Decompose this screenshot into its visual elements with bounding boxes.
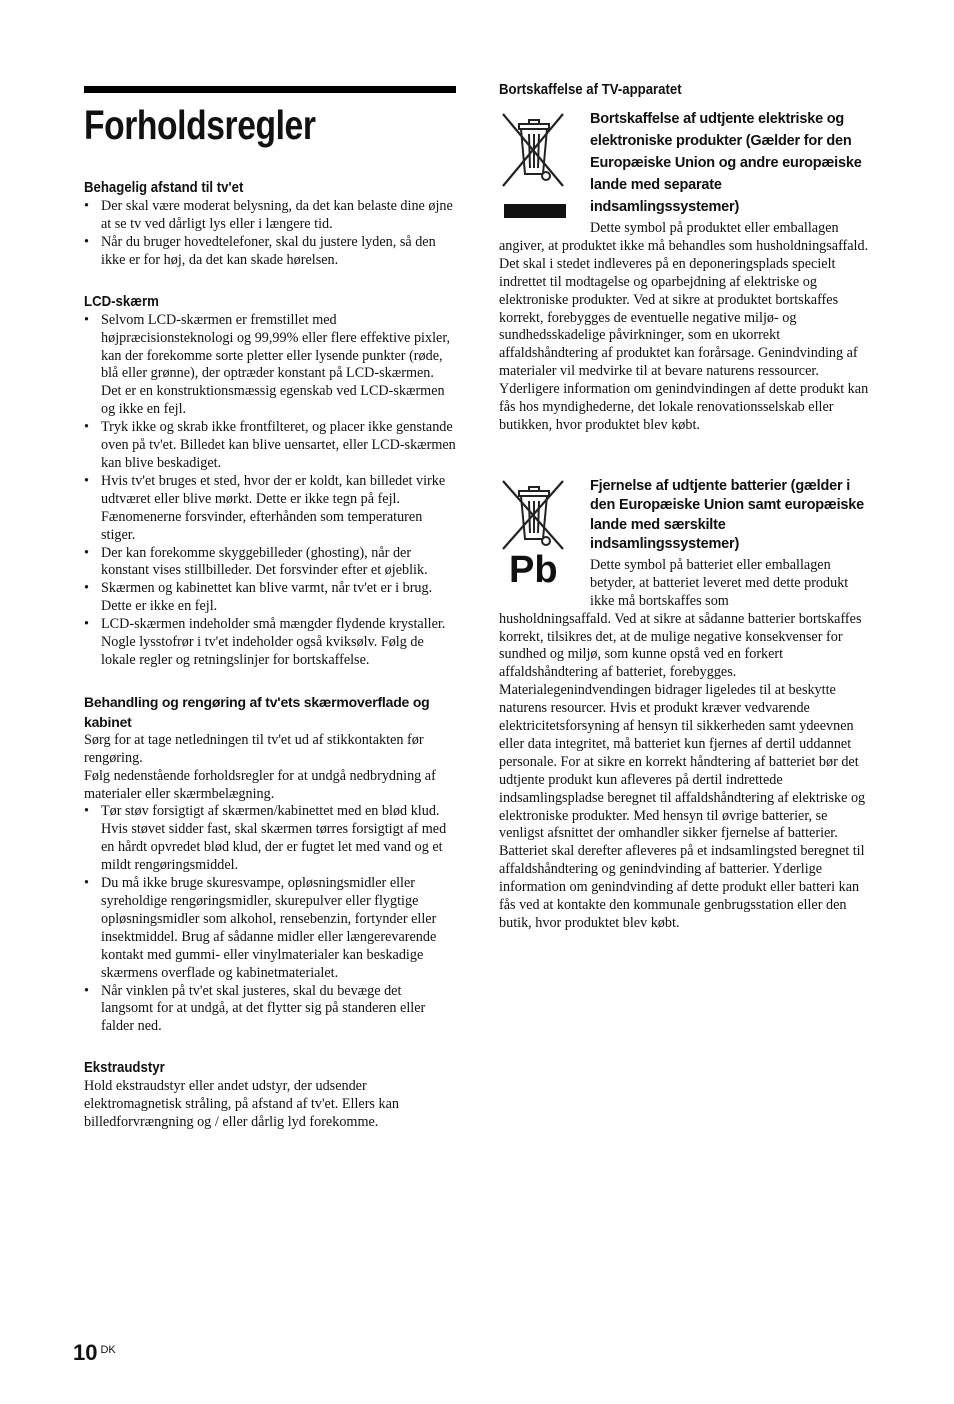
title-rule [84,86,456,93]
list-item: • Der kan forekomme skyggebilleder (ghosting), når der konstant vises stillbilleder. Det forsvinder efter et øjeblik. [84,545,456,581]
list-item: • Når du bruger hovedtelefoner, skal du justere lyden, så den ikke er for høj, da det kan skade hørelsen. [84,234,456,270]
battery-lead: Dette symbol på batteriet eller emballagen betyder, at batteriet leveret med dette produkt ikke må bortskaffes som [590,556,849,609]
language-code: DK [100,1344,116,1356]
weee-lead: Dette symbol på produktet eller emballagen [590,220,839,236]
page-title: Forholdsregler [84,102,316,148]
section-heading-accessories: Ekstraudstyr [84,1059,165,1077]
list-item: • Tryk ikke og skrab ikke frontfilteret, og placer ikke genstande oven på tv'et. Billedet kan blive uensartet, eller LCD-skærmen kan blive beskadiget. [84,419,456,473]
section-heading-lcd: LCD-skærm [84,292,159,310]
page-number-value: 10 [73,1340,98,1365]
section-heading-cleaning: Behandling og rengøring af tv'ets skærmoverflade og kabinet [84,693,430,730]
left-column [84,80,456,1132]
section-heading-disposal: Bortskaffelse af TV-apparatet [499,81,682,98]
crossed-bin-icon [499,108,569,225]
bullet-list-lcd [84,312,456,670]
pb-symbol: Pb [509,548,558,591]
weee-title: Bortskaffelse af udtjente elektriske og elektroniske produkter (Gælder for den Europæiske Union og andre europæiske lande med separate indsamlingssystemer) [590,111,862,215]
bullet-list-viewing-distance [84,198,456,270]
page-number [73,1340,116,1366]
battery-title: Fjernelse af udtjente batterier (gælder i den Europæiske Union samt europæiske lande med særskilte indsamlingssystemer) [590,477,865,553]
paragraph: Følg nedenstående forholdsregler for at undgå nedbrydning af materialer eller skærmbelægning. [84,767,436,802]
weee-body: angiver, at produktet ikke må behandles som husholdningsaffald. Det skal i stedet indleveres på en deponeringsplads specielt indrettet til modtagelse og oparbejdning af elektriske og elektroniske produkter. Ved at sikre at produktet bortskaffes korrekt, forebygges de eventuelle negative miljø- og sundhedsskadelige påvirkninger, som en ukorrekt affaldshåndtering af produktet kan forårsage. Genindvinding af materialer vil medvirke til at bevare naturens ressourcer. Yderligere information om genindvindingen af dette produkt kan fås hos myndighederne, det lokale renovationsselskab eller butikken, hvor produktet blev købt. [499,237,869,433]
list-item: • Skærmen og kabinettet kan blive varmt, når tv'et er i brug. Dette er ikke en fejl. [84,580,456,616]
list-item: • Hvis tv'et bruges et sted, hvor der er koldt, kan billedet virke udtværet eller blive mørkt. Dette er ikke tegn på fejl. Fænomenerne forsvinder, efterhånden som temperaturen stiger. [84,473,456,545]
weee-block [499,108,869,435]
list-item: • LCD-skærmen indeholder små mængder flydende krystaller. Nogle lysstofrør i tv'et indeholder også kviksølv. Følg de lokale regler og retningslinjer for bortskaffelse. [84,616,456,670]
battery-block [499,477,869,933]
right-column [499,80,869,933]
section-heading-viewing-distance: Behagelig afstand til tv'et [84,179,244,197]
bullet-list-cleaning [84,803,456,1036]
paragraph: Sørg for at tage netledningen til tv'et ud af stikkontakten før rengøring. [84,731,424,766]
paragraph: Hold ekstraudstyr eller andet udstyr, der udsender elektromagnetisk stråling, på afstand af tv'et. Ellers kan billedforvrængning og / eller dårlig lyd forekomme. [84,1078,399,1131]
list-item: • Selvom LCD-skærmen er fremstillet med højpræcisionsteknologi og 99,99% eller flere effektive pixler, kan der forekomme sorte pletter eller lysende punkter (røde, blå eller grønne), der optræder konstant på LCD-skærmen. Det er en konstruktionsmæssig egenskab ved LCD-skærmen og ikke en fejl. [84,312,456,419]
battery-body: husholdningsaffald. Ved at sikre at sådanne batterier bortskaffes korrekt, tilsikres det, at de mulige negative konsekvenser for sundhed og miljø, som kunne opstå ved en forkert affaldshåndtering af batteriet, forebygges. Materialegenindvendingen bidrager ligeledes til at beskytte naturens resourcer. Hvis et produkt kræver vedvarende elektricitetsforsyning af hensyn til sikkerheden samt ydeevnen eller data integritet, må batteriet kun fjernes af dertil uddannet personale. For at sikre en korrekt håndtering af batteriet bør det udtjente produkt kun afleveres på dertil indrettede indsamlingspladse beregnet til affaldshåndtering af elektriske og elektroniske produkter. Med hensyn til øvrige batterier, se venligst afsnittet der omhandler sikker fjernelse af batterier. Batteriet skal derefter afleveres på et indsamlingsted beregnet til affaldshåndtering og genindvinding af batterier. Yderlige information om genindvinding af dette produkt eller batteri kan fås ved at kontakte den kommunale genbrugsstation eller den butik, hvor produktet blev købt. [499,610,866,931]
list-item: • Tør støv forsigtigt af skærmen/kabinettet med en blød klud. Hvis støvet sidder fast, skal skærmen tørres forsigtigt af med en hårdt opvredet blød klud, der er fugtet let med vand og et mildt rengøringsmiddel. [84,803,456,875]
list-item: • Der skal være moderat belysning, da det kan belaste dine øjne at se tv ved dårligt lys eller i længere tid. [84,198,456,234]
list-item: • Når vinklen på tv'et skal justeres, skal du bevæge det langsomt for at undgå, at det flytter sig på standeren eller falder ned. [84,983,456,1037]
list-item: • Du må ikke bruge skuresvampe, opløsningsmidler eller syreholdige rengøringsmidler, skurepulver eller flygtige opløsningsmidler som alkohol, rensebenzin, fortynder eller insektmiddel. Brug af sådanne midler eller længerevarende kontakt med gummi- eller vinylmaterialer kan beskadige skærmens overflade og kabinetmaterialet. [84,875,456,982]
